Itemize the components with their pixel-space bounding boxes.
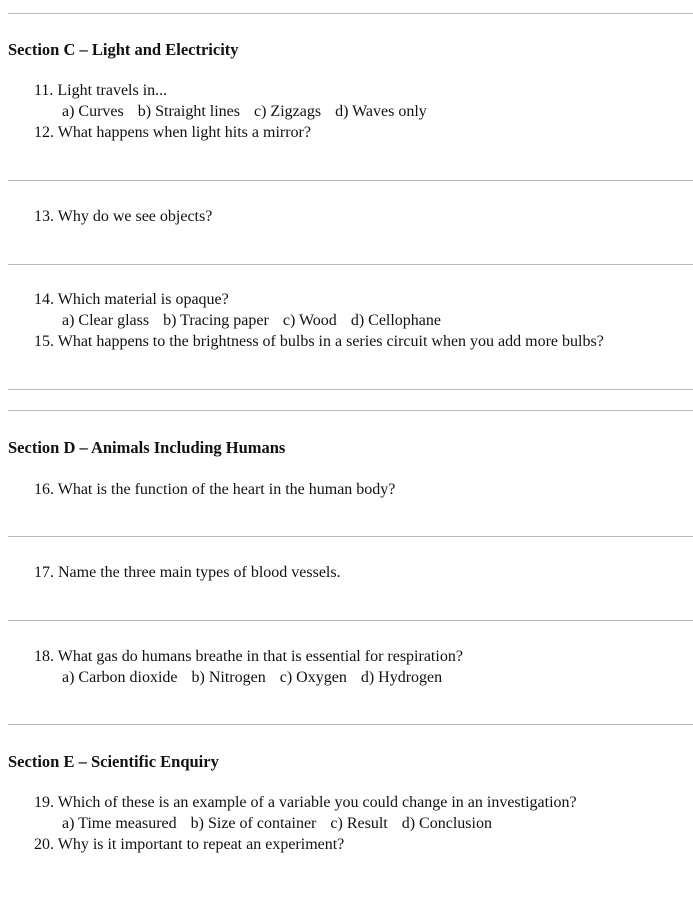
option-a: a) Time measured [62,815,177,832]
option-c: c) Zigzags [253,103,322,120]
question-14: 14. Which material is opaque? [34,291,229,308]
answer-line-13 [8,264,693,265]
question-20: 20. Why is it important to repeat an experiment? [34,836,345,853]
section-e-heading: Section E – Scientific Enquiry [8,752,219,771]
question-17: 17. Name the three main types of blood vessels. [34,564,341,581]
option-c: c) Wood [282,312,337,329]
section-d-heading: Section D – Animals Including Humans [8,438,286,457]
option-b: b) Nitrogen [191,669,266,686]
answer-line-16 [8,536,693,537]
option-c: c) Oxygen [279,669,347,686]
option-d: d) Cellophane [350,312,442,329]
option-d: d) Waves only [335,103,427,120]
question-11: 11. Light travels in... [34,82,168,99]
answer-line-18 [8,724,693,725]
question-13: 13. Why do we see objects? [34,208,213,225]
option-a: a) Curves [62,103,124,120]
answer-line-15 [8,389,693,390]
question-18-options [62,669,442,687]
question-19: 19. Which of these is an example of a variable you could change in an investigation? [34,794,577,811]
answer-line-12 [8,180,693,181]
top-divider [8,13,693,14]
option-b: b) Straight lines [137,103,240,120]
question-16: 16. What is the function of the heart in the human body? [34,481,396,498]
section-divider-cd [8,410,693,411]
option-b: b) Size of container [190,815,317,832]
option-c: c) Result [330,815,388,832]
option-d: d) Hydrogen [360,669,443,686]
question-15: 15. What happens to the brightness of bulbs in a series circuit when you add more bulbs? [34,333,604,350]
question-12: 12. What happens when light hits a mirror? [34,124,311,141]
question-14-options [62,312,441,330]
option-d: d) Conclusion [401,815,492,832]
question-18: 18. What gas do humans breathe in that is essential for respiration? [34,648,463,665]
option-b: b) Tracing paper [163,312,269,329]
answer-line-17 [8,620,693,621]
section-c-heading: Section C – Light and Electricity [8,40,239,59]
option-a: a) Carbon dioxide [62,669,178,686]
option-a: a) Clear glass [62,312,150,329]
question-11-options [62,103,427,121]
question-19-options [62,815,492,833]
